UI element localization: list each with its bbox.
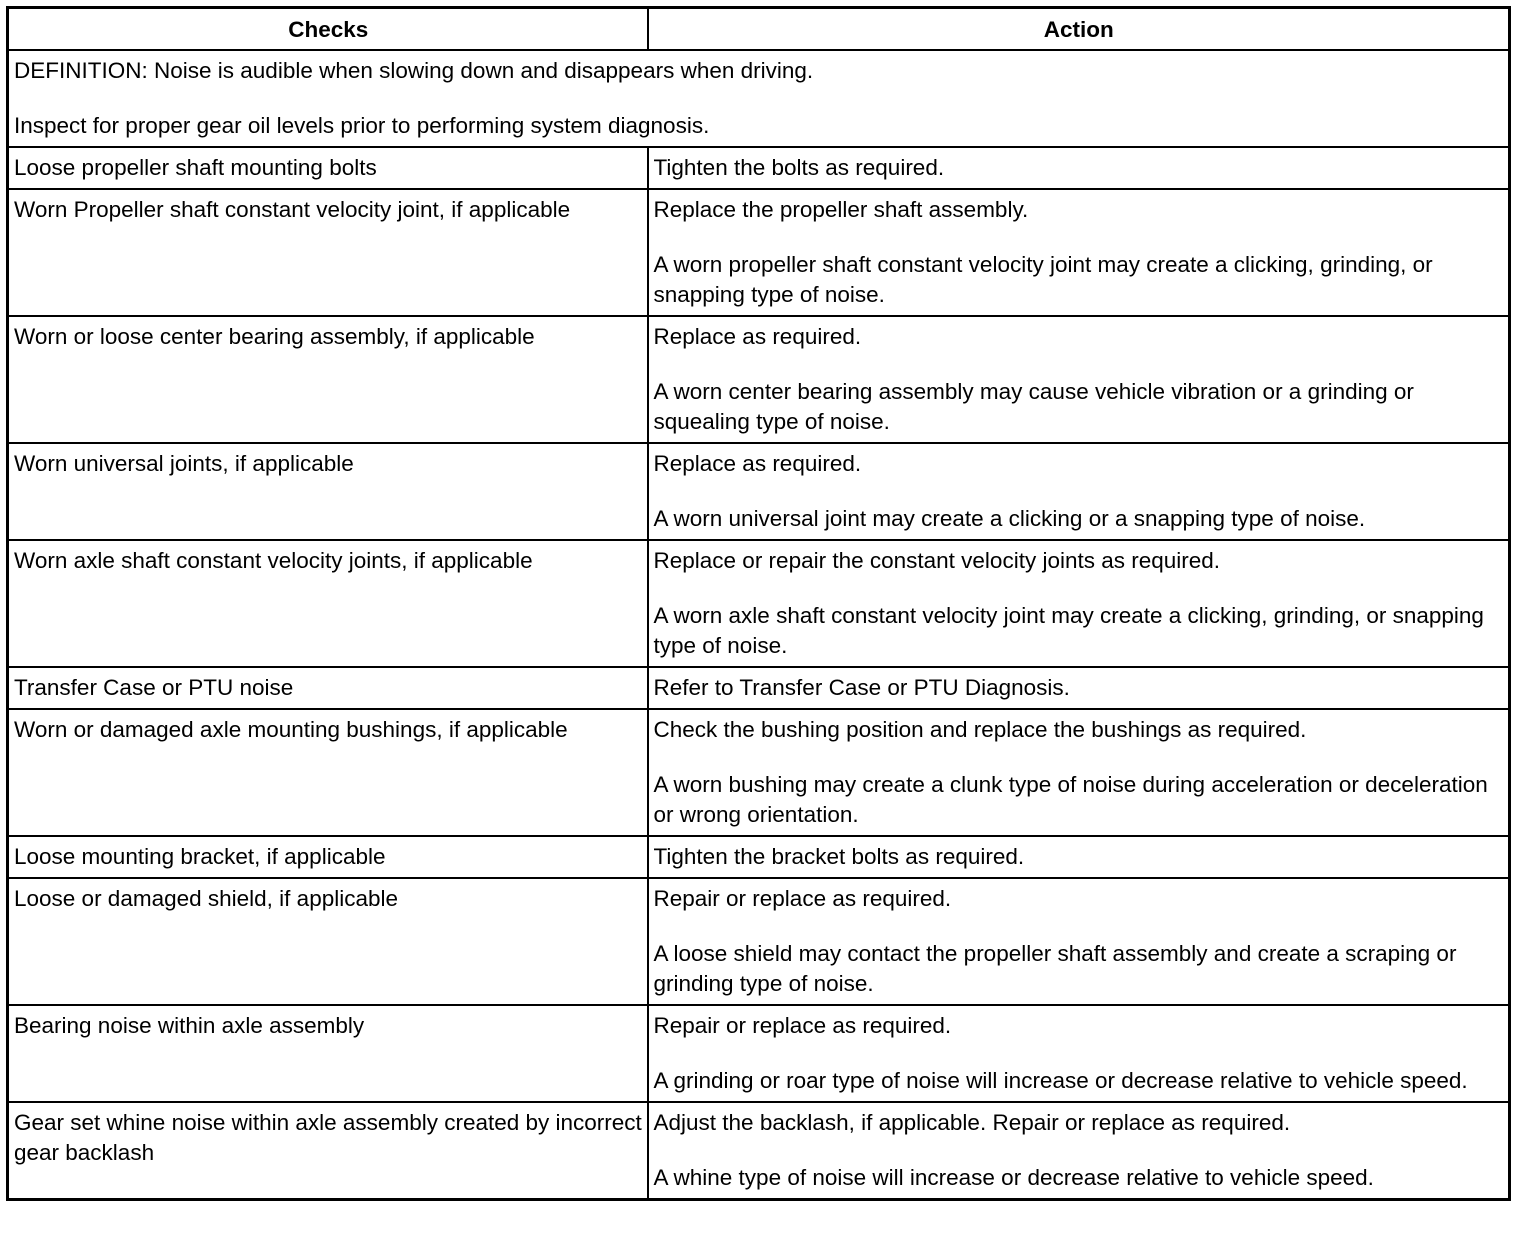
- action-note: A worn universal joint may create a clicking or a snapping type of noise.: [653, 506, 1366, 531]
- action-cell: [648, 540, 1510, 667]
- action-column-header: Action: [648, 8, 1510, 51]
- table-row: [8, 189, 1510, 316]
- check-cell: Loose mounting bracket, if applicable: [8, 836, 648, 878]
- check-cell: Gear set whine noise within axle assembly created by incorrect gear backlash: [8, 1102, 648, 1200]
- action-step: Refer to Transfer Case or PTU Diagnosis.: [653, 675, 1070, 700]
- action-step: Replace the propeller shaft assembly.: [653, 197, 1029, 222]
- action-cell: [648, 147, 1510, 189]
- action-step: Tighten the bracket bolts as required.: [653, 844, 1025, 869]
- check-cell: Bearing noise within axle assembly: [8, 1005, 648, 1102]
- action-step: Tighten the bolts as required.: [653, 155, 945, 180]
- table-row: [8, 1102, 1510, 1200]
- definition-cell: [8, 50, 1510, 147]
- check-cell: Worn Propeller shaft constant velocity joint, if applicable: [8, 189, 648, 316]
- action-cell: [648, 836, 1510, 878]
- action-cell: [648, 1005, 1510, 1102]
- check-cell: Worn or loose center bearing assembly, if applicable: [8, 316, 648, 443]
- action-step: Replace as required.: [653, 324, 862, 349]
- check-cell: Transfer Case or PTU noise: [8, 667, 648, 709]
- action-step: Check the bushing position and replace the bushings as required.: [653, 717, 1307, 742]
- table-row: [8, 316, 1510, 443]
- action-step: Repair or replace as required.: [653, 1013, 952, 1038]
- action-cell: [648, 1102, 1510, 1200]
- action-note: A grinding or roar type of noise will increase or decrease relative to vehicle speed.: [653, 1068, 1468, 1093]
- action-cell: [648, 667, 1510, 709]
- table-row: [8, 1005, 1510, 1102]
- table-row: [8, 540, 1510, 667]
- check-cell: Worn axle shaft constant velocity joints, if applicable: [8, 540, 648, 667]
- diagnosis-table: [6, 6, 1511, 1201]
- action-cell: [648, 316, 1510, 443]
- table-row: [8, 836, 1510, 878]
- action-note: A worn bushing may create a clunk type of noise during acceleration or deceleration or wrong orientation.: [653, 772, 1488, 827]
- action-cell: [648, 709, 1510, 836]
- action-cell: [648, 878, 1510, 1005]
- definition-row: [8, 50, 1510, 147]
- table-row: [8, 667, 1510, 709]
- action-note: A worn axle shaft constant velocity joint may create a clicking, grinding, or snapping type of noise.: [653, 603, 1484, 658]
- check-cell: Loose propeller shaft mounting bolts: [8, 147, 648, 189]
- check-cell: Loose or damaged shield, if applicable: [8, 878, 648, 1005]
- action-note: A loose shield may contact the propeller shaft assembly and create a scraping or grinding type of noise.: [653, 941, 1457, 996]
- check-cell: Worn universal joints, if applicable: [8, 443, 648, 540]
- check-cell: Worn or damaged axle mounting bushings, if applicable: [8, 709, 648, 836]
- table-row: [8, 878, 1510, 1005]
- action-step: Adjust the backlash, if applicable. Repair or replace as required.: [653, 1110, 1291, 1135]
- action-note: A whine type of noise will increase or decrease relative to vehicle speed.: [653, 1165, 1374, 1190]
- action-note: A worn center bearing assembly may cause vehicle vibration or a grinding or squealing type of noise.: [653, 379, 1414, 434]
- table-row: [8, 147, 1510, 189]
- header-row: [8, 8, 1510, 51]
- action-step: Repair or replace as required.: [653, 886, 952, 911]
- action-note: A worn propeller shaft constant velocity joint may create a clicking, grinding, or snapping type of noise.: [653, 252, 1433, 307]
- inspection-note: Inspect for proper gear oil levels prior to performing system diagnosis.: [14, 113, 710, 138]
- action-cell: [648, 443, 1510, 540]
- action-step: Replace as required.: [653, 451, 862, 476]
- checks-column-header: Checks: [8, 8, 648, 51]
- definition-text: DEFINITION: Noise is audible when slowing down and disappears when driving.: [14, 58, 814, 83]
- table-row: [8, 443, 1510, 540]
- action-cell: [648, 189, 1510, 316]
- action-step: Replace or repair the constant velocity joints as required.: [653, 548, 1221, 573]
- table-row: [8, 709, 1510, 836]
